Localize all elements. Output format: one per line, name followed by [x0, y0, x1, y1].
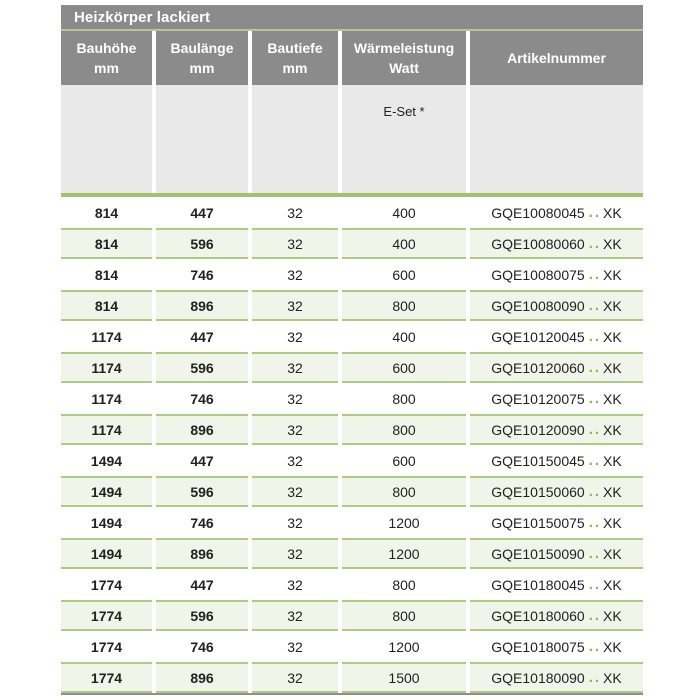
- cell-baulaenge: 447: [190, 576, 214, 593]
- cell-bautiefe: 32: [287, 576, 303, 593]
- column-header-waermeleistung: [342, 31, 466, 85]
- artikelnummer-dots: ..: [588, 235, 602, 252]
- cell-bautiefe: 32: [252, 290, 338, 321]
- cell-bauhoehe: 1774: [90, 638, 123, 655]
- column-header-unit: Watt: [389, 60, 419, 76]
- artikelnummer-suffix: XK: [603, 669, 622, 686]
- artikelnummer-prefix: GQE10150090: [491, 545, 585, 562]
- column-header-baulaenge: [156, 31, 248, 85]
- artikelnummer-suffix: XK: [603, 297, 622, 314]
- table-row: [61, 662, 643, 693]
- artikelnummer-dots: ..: [588, 204, 602, 221]
- cell-artikelnummer: [470, 445, 643, 476]
- column-header-unit: mm: [189, 60, 215, 76]
- subheader-cell-baulaenge: [156, 85, 248, 193]
- column-header-unit: mm: [94, 60, 119, 76]
- cell-waermeleistung: 800: [392, 390, 416, 407]
- cell-bauhoehe: 1174: [61, 414, 152, 445]
- artikelnummer-suffix: XK: [603, 266, 622, 283]
- artikelnummer-prefix: GQE10150060: [491, 483, 585, 500]
- artikelnummer-suffix: XK: [603, 328, 622, 345]
- cell-waermeleistung: 600: [392, 266, 416, 283]
- table-row: [61, 569, 643, 600]
- artikelnummer-prefix: GQE10180075: [491, 638, 585, 655]
- cell-baulaenge: 896: [156, 290, 248, 321]
- cell-baulaenge: 896: [156, 414, 248, 445]
- column-header-label: Artikelnummer: [507, 50, 606, 66]
- table-row: [61, 600, 643, 631]
- cell-bauhoehe: 1494: [90, 452, 123, 469]
- cell-artikelnummer: [470, 321, 643, 352]
- cell-artikelnummer: [470, 414, 643, 445]
- cell-bauhoehe: 1494: [61, 538, 152, 569]
- cell-baulaenge: 596: [156, 476, 248, 507]
- cell-bauhoehe: 814: [61, 290, 152, 321]
- artikelnummer-dots: ..: [588, 669, 602, 686]
- column-header-label: Bautiefe: [267, 40, 323, 56]
- artikelnummer-dots: ..: [588, 545, 602, 562]
- cell-waermeleistung: 800: [342, 476, 466, 507]
- cell-baulaenge: 596: [156, 228, 248, 259]
- cell-bauhoehe: 1774: [61, 662, 152, 693]
- cell-artikelnummer: [470, 259, 643, 290]
- column-header-label: Bauhöhe: [76, 40, 137, 56]
- artikelnummer-suffix: XK: [603, 638, 622, 655]
- subheader-cell-bautiefe: [252, 85, 338, 193]
- eset-label: E-Set *: [383, 104, 425, 119]
- cell-baulaenge: 746: [190, 638, 214, 655]
- column-header-label: Baulänge: [170, 40, 234, 56]
- table-row: [61, 445, 643, 476]
- cell-bauhoehe: 1774: [61, 600, 152, 631]
- cell-bautiefe: 32: [252, 662, 338, 693]
- cell-bautiefe: 32: [252, 538, 338, 569]
- cell-baulaenge: 447: [190, 328, 214, 345]
- artikelnummer-dots: ..: [588, 266, 602, 283]
- cell-waermeleistung: 600: [342, 352, 466, 383]
- column-header-artikelnummer: [470, 31, 643, 85]
- cell-waermeleistung: 1200: [388, 514, 420, 531]
- cell-waermeleistung: 1500: [342, 662, 466, 693]
- table-row: [61, 352, 643, 383]
- table-row: [61, 321, 643, 352]
- table-subheader-row: [61, 85, 643, 193]
- artikelnummer-suffix: XK: [603, 390, 622, 407]
- cell-bautiefe: 32: [287, 638, 303, 655]
- cell-bautiefe: 32: [287, 328, 303, 345]
- cell-baulaenge: 896: [156, 538, 248, 569]
- cell-bauhoehe: 1174: [91, 390, 122, 407]
- cell-baulaenge: 447: [190, 452, 214, 469]
- cell-waermeleistung: 800: [342, 414, 466, 445]
- artikelnummer-dots: ..: [588, 607, 602, 624]
- table-row: [61, 507, 643, 538]
- cell-bauhoehe: 1174: [91, 328, 122, 345]
- subheader-cell-artikelnummer: [470, 85, 643, 193]
- cell-bautiefe: 32: [287, 390, 303, 407]
- cell-waermeleistung: 600: [392, 452, 416, 469]
- table-row: [61, 228, 643, 259]
- artikelnummer-suffix: XK: [603, 204, 622, 221]
- cell-bautiefe: 32: [252, 228, 338, 259]
- cell-bauhoehe: 814: [94, 266, 119, 283]
- cell-bautiefe: 32: [252, 476, 338, 507]
- artikelnummer-dots: ..: [588, 638, 602, 655]
- artikelnummer-prefix: GQE10150075: [491, 514, 585, 531]
- table-row: [61, 259, 643, 290]
- cell-baulaenge: 596: [156, 600, 248, 631]
- artikelnummer-suffix: XK: [603, 514, 622, 531]
- cell-artikelnummer: [470, 569, 643, 600]
- cell-waermeleistung: 800: [342, 290, 466, 321]
- artikelnummer-prefix: GQE10180060: [491, 607, 585, 624]
- table-body: [61, 197, 643, 693]
- table-row: [61, 631, 643, 662]
- cell-artikelnummer: [470, 290, 643, 321]
- cell-bauhoehe: 1494: [90, 514, 123, 531]
- column-header-unit: mm: [282, 60, 308, 76]
- cell-baulaenge: 746: [190, 390, 214, 407]
- artikelnummer-dots: ..: [588, 390, 602, 407]
- column-header-label: Wärmeleistung: [353, 40, 455, 56]
- table-row: [61, 383, 643, 414]
- artikelnummer-dots: ..: [588, 359, 602, 376]
- artikelnummer-suffix: XK: [603, 576, 622, 593]
- artikelnummer-dots: ..: [588, 328, 602, 345]
- artikelnummer-prefix: GQE10120060: [491, 359, 585, 376]
- cell-bautiefe: 32: [252, 352, 338, 383]
- cell-bautiefe: 32: [252, 414, 338, 445]
- artikelnummer-prefix: GQE10180090: [491, 669, 585, 686]
- artikelnummer-dots: ..: [588, 514, 602, 531]
- artikelnummer-suffix: XK: [603, 359, 622, 376]
- cell-bautiefe: 32: [287, 204, 303, 221]
- cell-waermeleistung: 400: [342, 228, 466, 259]
- cell-bauhoehe: 1774: [90, 576, 123, 593]
- cell-baulaenge: 596: [156, 352, 248, 383]
- cell-baulaenge: 447: [190, 204, 214, 221]
- cell-artikelnummer: [470, 600, 643, 631]
- artikelnummer-prefix: GQE10120075: [491, 390, 585, 407]
- column-header-bautiefe: [252, 31, 338, 85]
- artikelnummer-dots: ..: [588, 297, 602, 314]
- cell-artikelnummer: [470, 383, 643, 414]
- artikelnummer-dots: ..: [588, 421, 602, 438]
- cell-bautiefe: 32: [287, 452, 303, 469]
- artikelnummer-prefix: GQE10080075: [491, 266, 585, 283]
- cell-artikelnummer: [470, 228, 643, 259]
- cell-bauhoehe: 1494: [61, 476, 152, 507]
- table-row: [61, 538, 643, 569]
- cell-artikelnummer: [470, 476, 643, 507]
- subheader-cell-bauhoehe: [61, 85, 152, 193]
- table-header-row: [61, 31, 643, 85]
- artikelnummer-dots: ..: [588, 576, 602, 593]
- table-bottom-border: [61, 693, 643, 695]
- artikelnummer-prefix: GQE10080090: [491, 297, 585, 314]
- cell-bauhoehe: 1174: [61, 352, 152, 383]
- cell-bauhoehe: 814: [61, 228, 152, 259]
- cell-artikelnummer: [470, 538, 643, 569]
- artikelnummer-prefix: GQE10120045: [491, 328, 585, 345]
- table-row: [61, 476, 643, 507]
- artikelnummer-suffix: XK: [603, 452, 622, 469]
- cell-baulaenge: 746: [190, 266, 214, 283]
- cell-bautiefe: 32: [287, 266, 303, 283]
- cell-waermeleistung: 400: [392, 328, 416, 345]
- artikelnummer-suffix: XK: [603, 421, 622, 438]
- artikelnummer-dots: ..: [588, 452, 602, 469]
- cell-waermeleistung: 800: [342, 600, 466, 631]
- cell-artikelnummer: [470, 352, 643, 383]
- cell-waermeleistung: 800: [392, 576, 416, 593]
- cell-waermeleistung: 400: [392, 204, 416, 221]
- artikelnummer-suffix: XK: [603, 545, 622, 562]
- table-row: [61, 414, 643, 445]
- table-title: Heizkörper lackiert: [74, 8, 211, 26]
- artikelnummer-prefix: GQE10080060: [491, 235, 585, 252]
- cell-bautiefe: 32: [252, 600, 338, 631]
- artikelnummer-suffix: XK: [603, 235, 622, 252]
- cell-bautiefe: 32: [287, 514, 303, 531]
- artikelnummer-prefix: GQE10150045: [491, 452, 585, 469]
- table-title-bar: [61, 5, 643, 31]
- artikelnummer-prefix: GQE10120090: [491, 421, 585, 438]
- cell-artikelnummer: [470, 631, 643, 662]
- cell-artikelnummer: [470, 197, 643, 228]
- column-header-bauhoehe: [61, 31, 152, 85]
- cell-artikelnummer: [470, 507, 643, 538]
- product-table: [61, 5, 643, 695]
- artikelnummer-prefix: GQE10180045: [491, 576, 585, 593]
- cell-bauhoehe: 814: [94, 204, 119, 221]
- artikelnummer-suffix: XK: [603, 607, 622, 624]
- cell-baulaenge: 896: [156, 662, 248, 693]
- cell-waermeleistung: 1200: [388, 638, 420, 655]
- cell-waermeleistung: 1200: [342, 538, 466, 569]
- table-row: [61, 197, 643, 228]
- cell-baulaenge: 746: [190, 514, 214, 531]
- subheader-cell-eset: [342, 85, 466, 193]
- cell-artikelnummer: [470, 662, 643, 693]
- table-row: [61, 290, 643, 321]
- artikelnummer-dots: ..: [588, 483, 602, 500]
- artikelnummer-prefix: GQE10080045: [491, 204, 585, 221]
- artikelnummer-suffix: XK: [603, 483, 622, 500]
